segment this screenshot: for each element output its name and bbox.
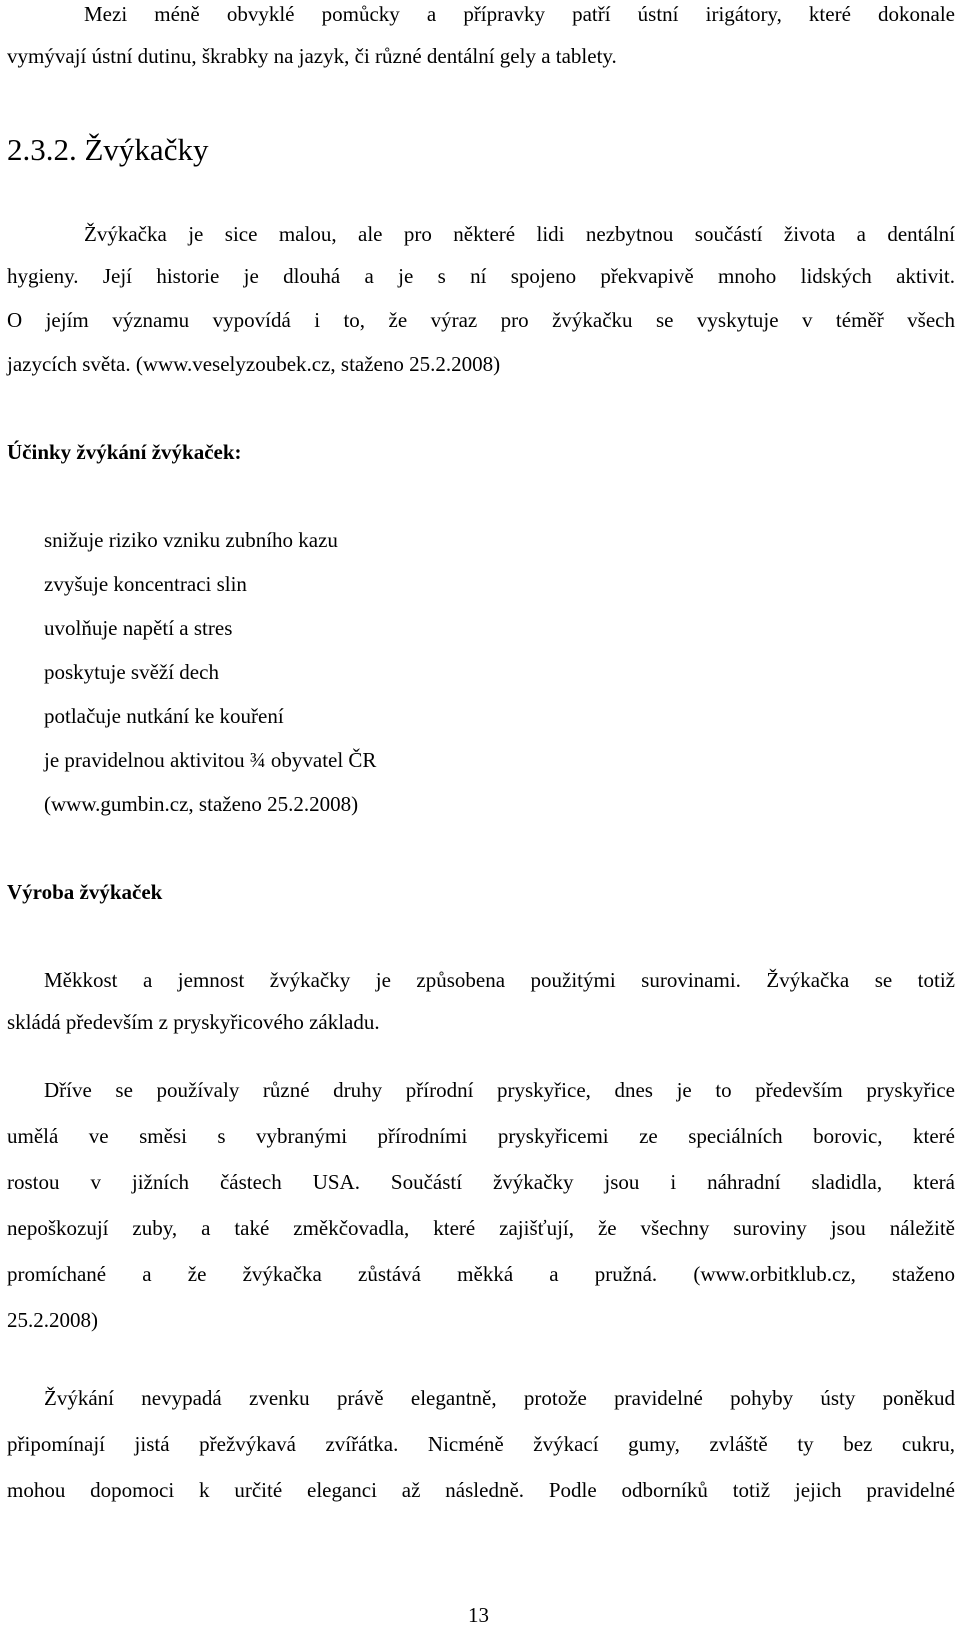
gum-para-line-2: hygieny. Její historie je dlouhá a je s ní spojeno překvapivě mnoho lidských aktivit.	[7, 264, 955, 288]
intro-line-1: Mezi méně obvyklé pomůcky a přípravky patří ústní irigátory, které dokonale	[84, 2, 955, 26]
production-para2-line-3: rostou v jižních částech USA. Součástí žvýkačky jsou i náhradní sladidla, která	[7, 1170, 955, 1194]
effects-list-item: potlačuje nutkání ke kouření	[44, 704, 284, 728]
gum-para-line-4: jazycích světa. (www.veselyzoubek.cz, staženo 25.2.2008)	[7, 352, 501, 376]
production-para1-line-2: skládá především z pryskyřicového základu.	[7, 1010, 380, 1034]
effects-source: (www.gumbin.cz, staženo 25.2.2008)	[44, 792, 359, 816]
effects-list-item: snižuje riziko vzniku zubního kazu	[44, 528, 338, 552]
effects-list-item: zvyšuje koncentraci slin	[44, 572, 247, 596]
intro-line-2: vymývají ústní dutinu, škrabky na jazyk, či různé dentální gely a tablety.	[7, 44, 617, 68]
gum-para-line-1: Žvýkačka je sice malou, ale pro některé lidi nezbytnou součástí života a dentální	[84, 222, 955, 246]
production-para3-line-1: Žvýkání nevypadá zvenku právě elegantně, protože pravidelné pohyby ústy poněkud	[44, 1386, 955, 1410]
gum-para-line-3: O jejím významu vypovídá i to, že výraz pro žvýkačku se vyskytuje v téměř všech	[7, 308, 955, 332]
production-para2-line-5: promíchané a že žvýkačka zůstává měkká a pružná. (www.orbitklub.cz, staženo	[7, 1262, 955, 1286]
section-heading: 2.3.2. Žvýkačky	[7, 132, 209, 167]
effects-list-item: uvolňuje napětí a stres	[44, 616, 233, 640]
production-para2-line-4: nepoškozují zuby, a také změkčovadla, které zajišťují, že všechny suroviny jsou náležitě	[7, 1216, 955, 1240]
production-heading: Výroba žvýkaček	[7, 880, 163, 904]
production-para2-line-1: Dříve se používaly různé druhy přírodní pryskyřice, dnes je to především pryskyřice	[44, 1078, 955, 1102]
production-para2-line-2: umělá ve směsi s vybranými přírodními pryskyřicemi ze speciálních borovic, které	[7, 1124, 955, 1148]
production-para2-line-6: 25.2.2008)	[7, 1308, 98, 1332]
production-para3-line-2: připomínají jistá přežvýkavá zvířátka. Nicméně žvýkací gumy, zvláště ty bez cukru,	[7, 1432, 955, 1456]
production-para1-line-1: Měkkost a jemnost žvýkačky je způsobena použitými surovinami. Žvýkačka se totiž	[44, 968, 955, 992]
effects-list-item: je pravidelnou aktivitou ¾ obyvatel ČR	[44, 748, 377, 772]
page-number: 13	[468, 1603, 489, 1627]
production-para3-line-3: mohou dopomoci k určité eleganci až následně. Podle odborníků totiž jejich pravidelné	[7, 1478, 955, 1502]
effects-list-item: poskytuje svěží dech	[44, 660, 219, 684]
effects-heading: Účinky žvýkání žvýkaček:	[7, 440, 242, 464]
